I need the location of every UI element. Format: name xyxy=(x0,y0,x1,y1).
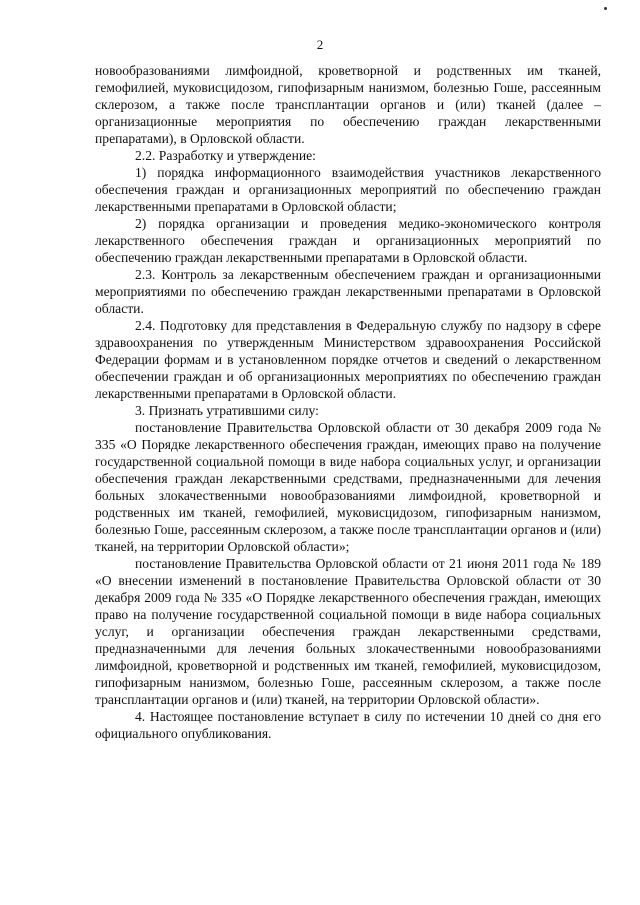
paragraph-2-4: 2.4. Подготовку для представления в Федеральную службу по надзору в сфере здравоохранения по утвержденным Министерством здравоохранения Российской Федерации формам и в установленном порядке отчетов и сведений о лекарственном обеспечении граждан и об организационных мероприятиях по обеспечению граждан лекарственными препаратами в Орловской области. xyxy=(95,318,601,401)
paragraph-4: 4. Настоящее постановление вступает в силу по истечении 10 дней со дня его официального опубликования. xyxy=(95,709,601,741)
paragraph-2-2: 2.2. Разработку и утверждение: xyxy=(135,148,316,163)
paragraph-2-2-item-2: 2) порядка организации и проведения медико-экономического контроля лекарственного обеспечения граждан и организационных мероприятий по обеспечению граждан лекарственными препаратами в Орловской области. xyxy=(95,216,601,265)
paragraph-3-resolution-335: постановление Правительства Орловской области от 30 декабря 2009 года № 335 «О Порядке лекарственного обеспечения граждан, имеющих право на получение государственной социальной помощи в виде набора социальных услуг, и организации обеспечения граждан лекарственными средствами, предназначенными для лечения больных злокачественными новообразованиями лимфоидной, кроветворной и родственных им тканей, гемофилией, муковисцидозом, гипофизарным нанизмом, болезнью Гоше, рассеянным склерозом, а также после трансплантации органов и (или) тканей, на территории Орловской области»; xyxy=(95,420,601,554)
paragraph-3-resolution-189: постановление Правительства Орловской области от 21 июня 2011 года № 189 «О внесении изменений в постановление Правительства Орловской области от 30 декабря 2009 года № 335 «О Порядке лекарственного обеспечения граждан, имеющих право на получение государственной социальной помощи в виде набора социальных услуг, и организации обеспечения граждан лекарственными средствами, предназначенными для лечения больных злокачественными новообразованиями лимфоидной, кроветворной и родственных им тканей, гемофилией, муковисцидозом, гипофизарным нанизмом, болезнью Гоше, рассеянным склерозом, а также после трансплантации органов и (или) тканей, на территории Орловской области». xyxy=(95,556,601,707)
scan-speck xyxy=(604,7,607,10)
paragraph-2-2-item-1: 1) порядка информационного взаимодействия участников лекарственного обеспечения граждан и организационных мероприятий по обеспечению граждан лекарственными препаратами в Орловской области; xyxy=(95,165,601,214)
paragraph-3: 3. Признать утратившими силу: xyxy=(135,403,319,418)
document-body xyxy=(95,62,601,742)
paragraph-continuation: новообразованиями лимфоидной, кроветворной и родственных им тканей, гемофилией, муковисцидозом, гипофизарным нанизмом, болезнью Гоше, рассеянным склерозом, а также после трансплантации органов и (или) тканей (далее – организационные мероприятия по обеспечению граждан лекарственными препаратами), в Орловской области. xyxy=(95,63,601,146)
page-number: 2 xyxy=(316,37,324,52)
paragraph-2-3: 2.3. Контроль за лекарственным обеспечением граждан и организационными мероприятиями по обеспечению граждан лекарственными препаратами в Орловской области. xyxy=(95,267,601,316)
